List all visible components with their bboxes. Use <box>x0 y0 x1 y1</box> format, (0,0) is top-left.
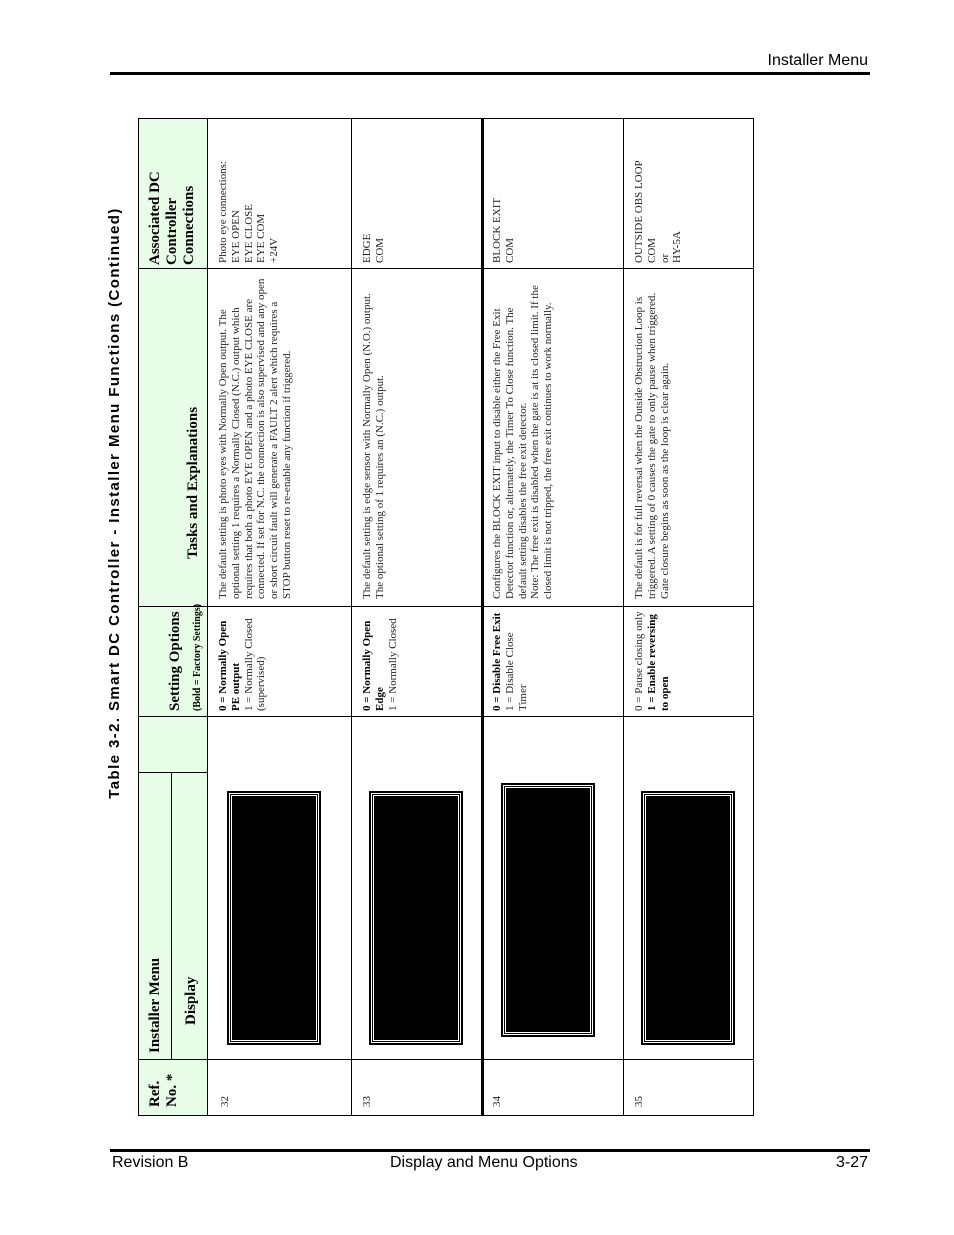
header-setting: Setting Options <box>167 611 183 711</box>
row-ref: 35 <box>633 1096 645 1107</box>
table-caption: Table 3-2. Smart DC Controller - Installer Menu Functions (Continued) <box>106 207 123 799</box>
col-divider <box>139 268 753 269</box>
option: 1 = Disable Close Timer <box>503 632 529 711</box>
lcd-display <box>229 793 319 1043</box>
connection: HY-5A <box>671 231 684 263</box>
col-divider <box>139 716 753 717</box>
setting-options <box>361 611 399 711</box>
header-tasks: Tasks and Explanations <box>185 406 201 559</box>
connection: EYE CLOSE <box>242 204 255 263</box>
installer-menu-table <box>138 118 754 1116</box>
connection: COM <box>373 237 386 263</box>
header-rule-line <box>207 119 208 1115</box>
header-setting-note: (Bold = Factory Settings) <box>192 603 203 711</box>
explanation-text: Configures the BLOCK EXIT input to disable either the Free Exit Detector function or, alternately, the Timer To Close function. The default setting disables the free exit detector. <box>491 307 529 599</box>
connection: OUTSIDE OBS LOOP <box>633 160 645 263</box>
setting-options <box>491 611 529 711</box>
lcd-display <box>643 793 733 1043</box>
header-rule <box>110 72 870 75</box>
row-ref: 34 <box>491 1096 503 1107</box>
header-group: Installer Menu <box>147 957 163 1053</box>
connections <box>491 123 517 263</box>
option: 1 = Normally Closed <box>386 618 399 711</box>
connection: EYE OPEN <box>229 210 242 263</box>
col-divider-partial <box>139 772 207 773</box>
option: 1 = Normally Closed (supervised) <box>242 618 268 711</box>
col-divider <box>139 1059 753 1060</box>
option: 0 = Pause closing only <box>633 611 645 711</box>
header-display: Display <box>183 976 199 1025</box>
row-ref: 33 <box>361 1096 373 1107</box>
row-divider <box>623 119 624 1115</box>
connection: EYE COM <box>255 213 268 263</box>
connection: Photo eye connections: <box>217 160 229 263</box>
connection: BLOCK EXIT <box>491 197 503 263</box>
connection: COM <box>645 237 658 263</box>
connection: EDGE <box>361 233 373 263</box>
explanation: The default setting is photo eyes with Normally Open output. The optional setting 1 requires a Normally Closed (N.C.) output which requires that both a photo EYE OPEN and a photo EYE CLOSE are connected. If set for N.C. the connection is also supervised and any open or short circuit fault will generate a FAULT 2 alert which requires a STOP button reset to re-enable any function if triggered. <box>217 278 293 599</box>
setting-options <box>633 611 671 711</box>
table-grid <box>138 118 754 1116</box>
row-ref: 32 <box>219 1096 231 1107</box>
connections <box>217 123 281 263</box>
explanation: The default setting is edge sensor with Normally Open (N.O.) output. The optional setting of 1 requires an (N.C.) output. <box>361 293 386 599</box>
footer-page-number: 3-27 <box>835 1154 868 1171</box>
lcd-display <box>371 793 461 1043</box>
row-divider <box>481 119 484 1115</box>
connections <box>361 123 387 263</box>
header-associated: Associated DC Controller Connections <box>147 171 197 265</box>
footer-chapter: Display and Menu Options <box>390 1154 578 1171</box>
footer-rule <box>110 1149 870 1152</box>
option-default: 0 = Normally Open Edge <box>361 620 386 711</box>
connection: COM <box>503 237 516 263</box>
group-underline <box>171 773 172 1060</box>
connections <box>633 123 684 263</box>
connection: +24V <box>268 237 281 263</box>
explanation: The default is for full reversal when the Outside Obstruction Loop is triggered. A setting of 0 causes the gate to only pause when triggered. Gate closure begins as soon as the loop is clear again. <box>633 292 671 599</box>
explanation-note: Note: The free exit is disabled when the gate is at its closed limit. If the closed limit is not tripped, the free exit continues to work normally. <box>529 285 555 599</box>
explanation <box>491 277 555 599</box>
row-divider <box>351 119 352 1115</box>
lcd-display <box>503 785 593 1035</box>
setting-options <box>217 611 268 711</box>
footer-revision: Revision B <box>112 1154 189 1171</box>
col-divider <box>139 606 753 607</box>
header-ref: Ref. No. * <box>147 1073 180 1107</box>
connection: or <box>658 253 671 263</box>
option-default: 0 = Disable Free Exit <box>491 612 503 711</box>
option-default: 0 = Normally Open PE output <box>217 620 242 711</box>
header-section-title: Installer Menu <box>767 52 868 69</box>
option-default: 1 = Enable reversing to open <box>645 614 671 711</box>
